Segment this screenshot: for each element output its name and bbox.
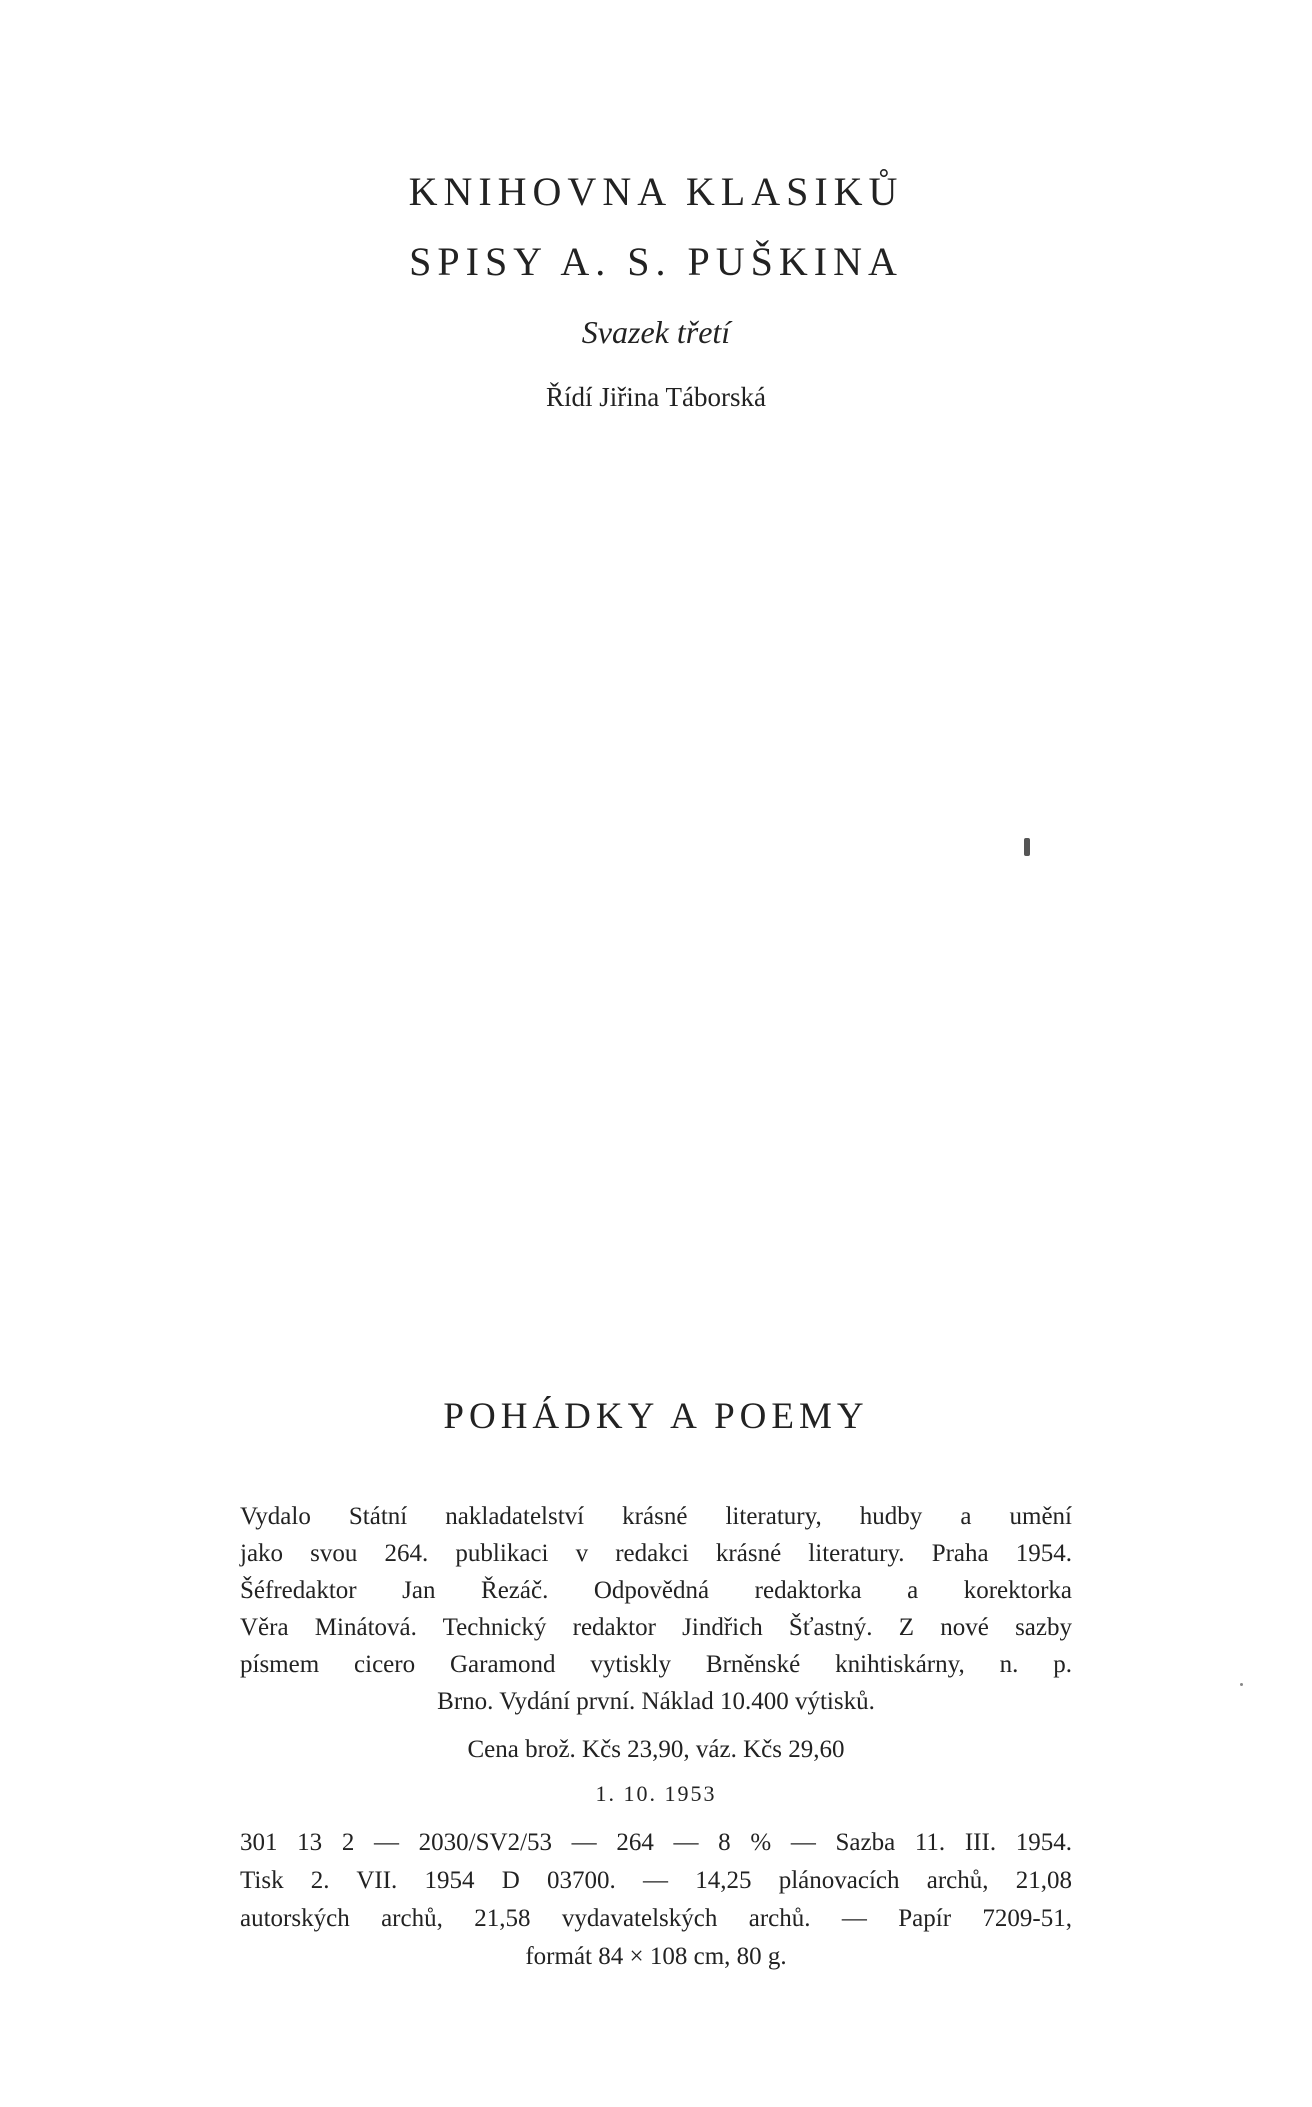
series-title: KNIHOVNA KLASIKŮ (408, 169, 904, 214)
author-works-title: SPISY A. S. PUŠKINA (409, 239, 903, 284)
print-mark (1024, 838, 1030, 856)
imprint-block (240, 1498, 1072, 1720)
editor-credit: Řídí Jiřina Táborská (546, 382, 766, 412)
imprint-line: jako svou 264. publikaci v redakci krásné literatury. Praha 1954. (240, 1540, 1072, 1567)
colophon-block (240, 1824, 1072, 1976)
colophon-line: 301 13 2 — 2030/SV2/53 — 264 — 8 % — Sazba 11. III. 1954. (240, 1829, 1072, 1856)
colophon-line: autorských archů, 21,58 vydavatelských archů. — Papír 7209-51, (240, 1905, 1072, 1932)
imprint-line: Věra Minátová. Technický redaktor Jindřich Šťastný. Z nové sazby (240, 1614, 1072, 1641)
speck-mark (1240, 1683, 1243, 1686)
colophon-line: formát 84 × 108 cm, 80 g. (525, 1943, 787, 1970)
date-line: 1. 10. 1953 (595, 1781, 717, 1806)
imprint-line: Brno. Vydání první. Náklad 10.400 výtisků. (437, 1688, 875, 1715)
volume-label: Svazek třetí (581, 314, 731, 350)
book-title: POHÁDKY A POEMY (443, 1396, 869, 1437)
imprint-line: písmem cicero Garamond vytiskly Brněnské knihtiskárny, n. p. (240, 1651, 1072, 1678)
price-line: Cena brož. Kčs 23,90, váz. Kčs 29,60 (467, 1736, 845, 1763)
imprint-line: Vydalo Státní nakladatelství krásné literatury, hudby a umění (240, 1503, 1072, 1530)
colophon-line: Tisk 2. VII. 1954 D 03700. — 14,25 plánovacích archů, 21,08 (240, 1867, 1072, 1894)
imprint-line: Šéfredaktor Jan Řezáč. Odpovědná redaktorka a korektorka (240, 1577, 1072, 1604)
